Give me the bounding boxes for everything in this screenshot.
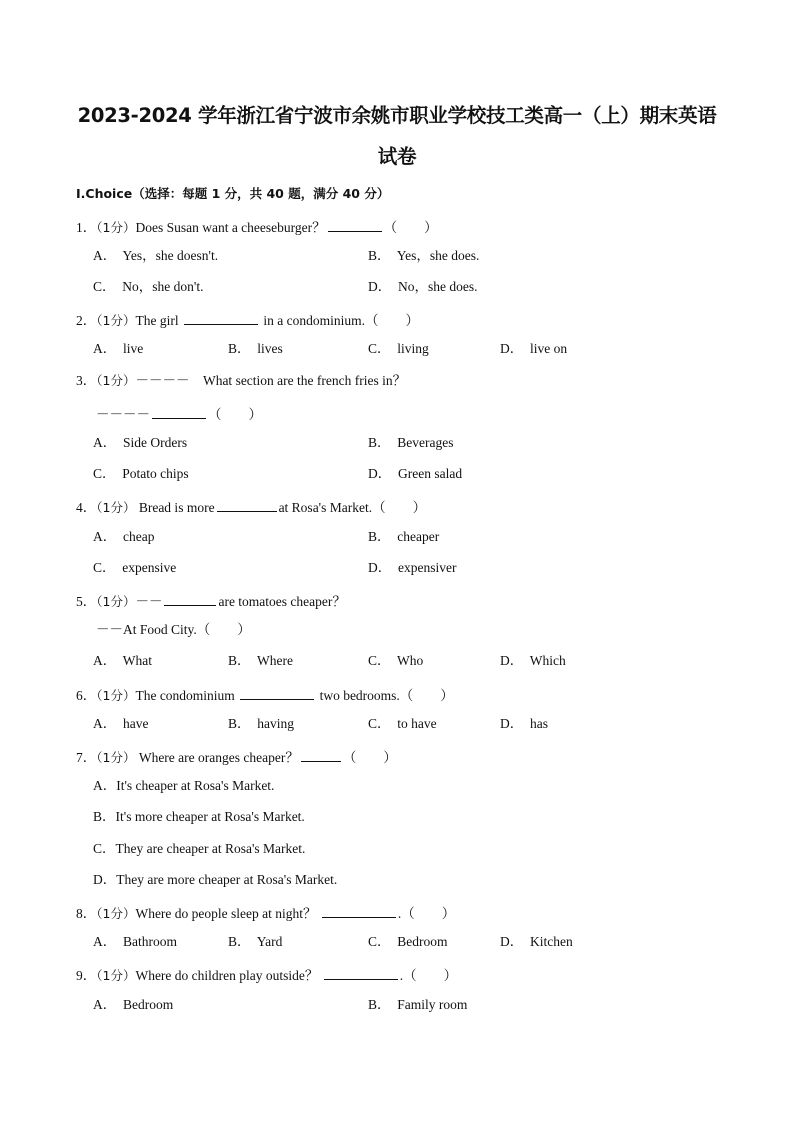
question-score: （1分） <box>96 906 136 921</box>
option-text: lives <box>257 341 283 356</box>
question-5-option-a <box>93 654 152 668</box>
option-letter: B． <box>228 716 251 731</box>
option-text: No，she does. <box>398 279 478 294</box>
question-6-stem <box>76 686 454 703</box>
option-text: expensiver <box>398 560 457 575</box>
option-letter: D． <box>500 653 524 668</box>
option-text: No，she don't. <box>122 279 204 294</box>
question-2-option-b <box>228 342 283 356</box>
section-heading: I.Choice（选择：每题 1 分，共 40 题，满分 40 分） <box>76 186 390 201</box>
question-8-option-d <box>500 935 573 949</box>
option-text: Beverages <box>397 435 454 450</box>
dialogue-dash: －－ <box>135 594 163 609</box>
option-text: Bedroom <box>397 934 448 949</box>
question-7-option-c <box>93 842 305 856</box>
answer-paren: （ ） <box>342 750 397 765</box>
answer-paren: （ ） <box>208 407 262 422</box>
question-2-option-c <box>368 342 429 356</box>
option-letter: C． <box>93 841 116 856</box>
question-text-after: in a condominium.（ ） <box>263 313 419 328</box>
question-score: （1分） <box>96 500 136 515</box>
question-number: 6． <box>76 688 97 703</box>
question-number: 3． <box>76 373 97 388</box>
question-5-option-b <box>228 654 293 668</box>
question-1-option-a <box>93 249 218 263</box>
option-text: Kitchen <box>530 934 573 949</box>
answer-blank <box>322 904 396 918</box>
answer-paren: .（ ） <box>399 968 458 983</box>
option-text: They are cheaper at Rosa's Market. <box>115 841 306 856</box>
dialogue-dash: －－－－ <box>96 407 150 422</box>
option-text: Yes，she doesn't. <box>122 248 219 263</box>
option-text: have <box>123 716 149 731</box>
option-letter: A． <box>93 248 117 263</box>
option-text: live on <box>530 341 568 356</box>
exam-title-line-1: 2023-2024 学年浙江省宁波市余姚市职业学校技工类高一（上）期末英语 <box>77 104 717 127</box>
question-8-option-c <box>368 935 448 949</box>
question-2-option-d <box>500 342 567 356</box>
option-text: living <box>397 341 429 356</box>
option-text: Bathroom <box>123 934 177 949</box>
option-letter: B． <box>93 809 116 824</box>
question-6-option-b <box>228 717 294 731</box>
option-letter: C． <box>368 934 391 949</box>
question-8-stem <box>76 904 455 921</box>
option-letter: C． <box>93 560 116 575</box>
question-text: Bread is more <box>138 500 215 515</box>
question-score: （1分） <box>96 373 136 388</box>
answer-blank <box>164 592 216 606</box>
option-letter: A． <box>93 778 117 793</box>
question-9-option-a <box>93 998 173 1012</box>
option-text: Yes，she does. <box>396 248 480 263</box>
option-letter: B． <box>368 435 391 450</box>
option-letter: A． <box>93 341 117 356</box>
question-2-stem <box>76 311 419 328</box>
option-letter: A． <box>93 529 117 544</box>
question-8-option-a <box>93 935 177 949</box>
option-text: Which <box>529 653 566 668</box>
question-text: Where do people sleep at night？ <box>135 906 317 921</box>
question-text: －－－－ What section are the french fries in？ <box>135 373 407 388</box>
option-letter: A． <box>93 997 117 1012</box>
question-4-option-a <box>93 530 154 544</box>
question-1-option-b <box>368 249 479 263</box>
option-text: Potato chips <box>122 466 189 481</box>
question-4-option-d <box>368 561 456 575</box>
question-text: Does Susan want a cheeseburger？ <box>135 220 326 235</box>
option-letter: B． <box>228 341 251 356</box>
option-text: What <box>122 653 153 668</box>
option-letter: A． <box>93 716 117 731</box>
question-number: 9． <box>76 968 97 983</box>
answer-blank <box>324 966 398 980</box>
option-text: Side Orders <box>123 435 188 450</box>
option-letter: A． <box>93 653 117 668</box>
option-text: to have <box>397 716 437 731</box>
option-text: Where <box>257 653 294 668</box>
option-letter: C． <box>368 653 391 668</box>
question-text: The condominium <box>135 688 235 703</box>
option-text: Family room <box>397 997 468 1012</box>
option-text: having <box>257 716 295 731</box>
option-letter: D． <box>368 560 392 575</box>
question-3-answer-line <box>96 405 262 422</box>
option-letter: D． <box>500 341 524 356</box>
option-letter: A． <box>93 934 117 949</box>
option-text: Yard <box>256 934 283 949</box>
option-letter: D． <box>93 872 117 887</box>
question-score: （1分） <box>96 594 136 609</box>
question-number: 4． <box>76 500 97 515</box>
question-7-option-b <box>93 810 305 824</box>
question-7-option-d <box>93 873 337 887</box>
question-6-option-a <box>93 717 148 731</box>
question-score: （1分） <box>96 220 136 235</box>
option-text: They are more cheaper at Rosa's Market. <box>116 872 338 887</box>
question-2-option-a <box>93 342 143 356</box>
option-letter: D． <box>368 466 392 481</box>
option-letter: D． <box>368 279 392 294</box>
question-4-option-b <box>368 530 439 544</box>
question-score: （1分） <box>96 313 136 328</box>
option-letter: B． <box>228 934 251 949</box>
option-text: Green salad <box>398 466 463 481</box>
question-4-stem <box>76 498 426 515</box>
option-text: It's more cheaper at Rosa's Market. <box>115 809 305 824</box>
question-text: Where do children play outside？ <box>135 968 319 983</box>
question-6-option-c <box>368 717 437 731</box>
question-3-option-b <box>368 436 454 450</box>
question-number: 8． <box>76 906 97 921</box>
question-text: are tomatoes cheaper？ <box>218 594 346 609</box>
option-text: expensive <box>122 560 177 575</box>
option-letter: C． <box>93 466 116 481</box>
question-score: （1分） <box>96 688 136 703</box>
question-3-option-d <box>368 467 462 481</box>
question-8-option-b <box>228 935 282 949</box>
answer-blank <box>240 686 314 700</box>
question-1-option-d <box>368 280 478 294</box>
option-text: cheap <box>123 529 155 544</box>
question-number: 1． <box>76 220 97 235</box>
option-letter: C． <box>93 279 116 294</box>
answer-paren: .（ ） <box>397 906 456 921</box>
question-number: 5． <box>76 594 97 609</box>
question-7-stem <box>76 748 397 765</box>
option-letter: B． <box>228 653 251 668</box>
question-score: （1分） <box>96 968 136 983</box>
option-letter: C． <box>368 341 391 356</box>
question-5-option-d <box>500 654 566 668</box>
option-letter: D． <box>500 716 524 731</box>
option-text: Who <box>397 653 424 668</box>
question-5-stem <box>76 592 346 609</box>
question-text: The girl <box>135 313 179 328</box>
question-3-option-a <box>93 436 187 450</box>
question-score: （1分） <box>96 750 136 765</box>
answer-blank <box>152 405 206 419</box>
answer-paren: （ ） <box>383 220 438 235</box>
option-letter: C． <box>368 716 391 731</box>
question-5-reply-line: －－At Food City.（ ） <box>96 622 251 637</box>
option-letter: B． <box>368 248 391 263</box>
option-letter: A． <box>93 435 117 450</box>
answer-blank <box>184 311 258 325</box>
answer-blank <box>301 748 341 762</box>
question-text-after: at Rosa's Market.（ ） <box>278 500 427 515</box>
option-text: live <box>123 341 144 356</box>
question-text: Where are oranges cheaper？ <box>138 750 299 765</box>
question-6-option-d <box>500 717 548 731</box>
option-text: It's cheaper at Rosa's Market. <box>116 778 275 793</box>
option-letter: D． <box>500 934 524 949</box>
question-5-option-c <box>368 654 423 668</box>
question-9-option-b <box>368 998 467 1012</box>
option-letter: B． <box>368 997 391 1012</box>
option-text: Bedroom <box>123 997 174 1012</box>
question-9-stem <box>76 966 457 983</box>
question-3-stem <box>76 374 406 388</box>
option-text: cheaper <box>397 529 440 544</box>
question-1-stem <box>76 218 438 235</box>
exam-title-line-2: 试卷 <box>377 145 417 168</box>
question-number: 7． <box>76 750 97 765</box>
option-text: has <box>530 716 548 731</box>
answer-blank <box>328 218 382 232</box>
question-7-option-a <box>93 779 274 793</box>
question-number: 2． <box>76 313 97 328</box>
option-letter: B． <box>368 529 391 544</box>
question-4-option-c <box>93 561 176 575</box>
question-text-after: two bedrooms.（ ） <box>319 688 454 703</box>
question-1-option-c <box>93 280 203 294</box>
answer-blank <box>217 498 277 512</box>
question-3-option-c <box>93 467 189 481</box>
